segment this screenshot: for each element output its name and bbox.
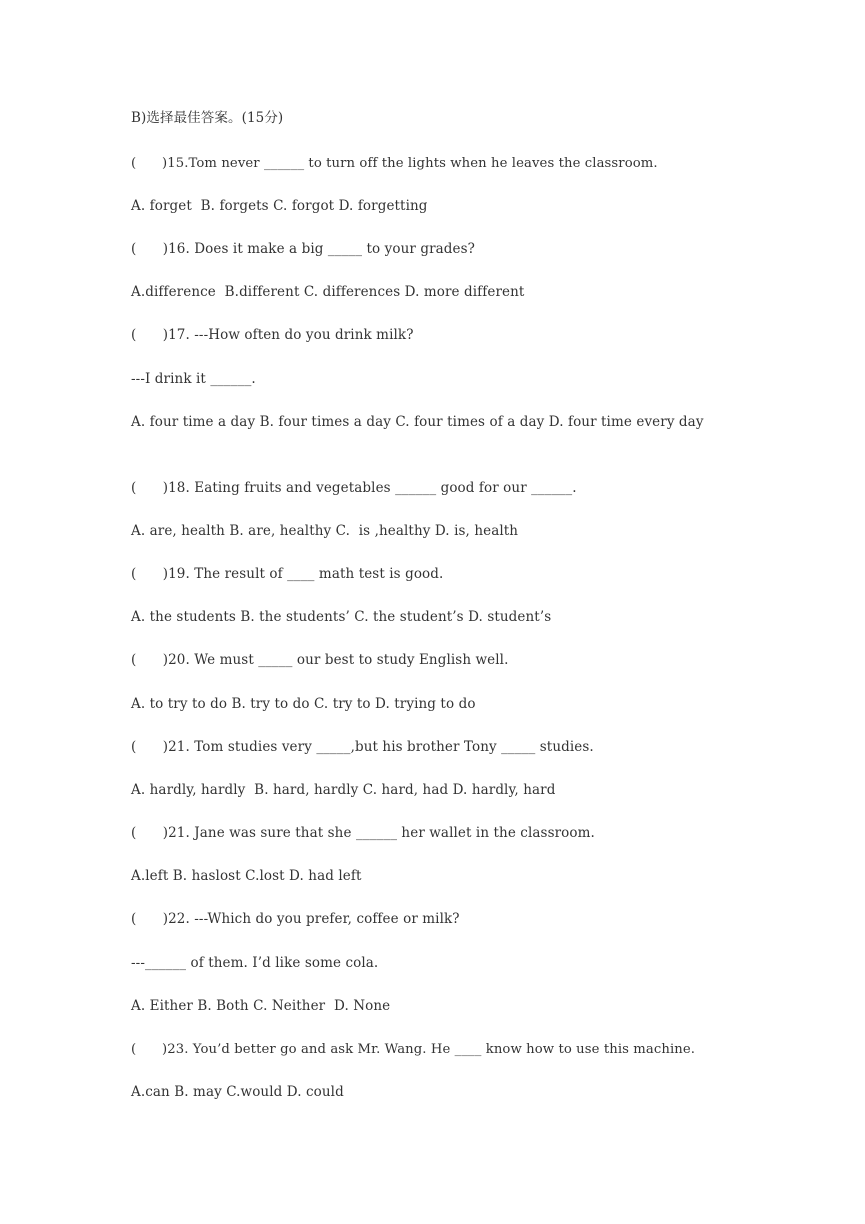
question-19: ( )19. The result of ____ math test is good.	[131, 566, 444, 582]
question-18: ( )18. Eating fruits and vegetables ______ good for our ______.	[131, 480, 577, 496]
question-16: ( )16. Does it make a big _____ to your grades?	[131, 241, 475, 257]
options-18: A. are, health B. are, healthy C. is ,healthy D. is, health	[131, 523, 519, 539]
options-19: A. the students B. the students’ C. the student’s D. student’s	[131, 609, 552, 625]
options-17: A. four time a day B. four times a day C. four times of a day D. four time every day	[131, 414, 704, 430]
answer-22: ---______ of them. I’d like some cola.	[131, 955, 379, 971]
question-17: ( )17. ---How often do you drink milk?	[131, 327, 414, 343]
options-21a: A. hardly, hardly B. hard, hardly C. hard, had D. hardly, hard	[131, 782, 556, 798]
options-23: A.can B. may C.would D. could	[131, 1084, 344, 1100]
question-15: ( )15.Tom never ______ to turn off the lights when he leaves the classroom.	[131, 156, 658, 171]
question-23: ( )23. You’d better go and ask Mr. Wang. He ____ know how to use this machine.	[131, 1042, 696, 1057]
options-15: A. forget B. forgets C. forgot D. forgetting	[131, 198, 428, 214]
options-22: A. Either B. Both C. Neither D. None	[131, 998, 391, 1014]
options-16: A.difference B.different C. differences D. more different	[131, 284, 525, 300]
question-20: ( )20. We must _____ our best to study English well.	[131, 652, 509, 668]
answer-17: ---I drink it ______.	[131, 371, 256, 387]
question-21b: ( )21. Jane was sure that she ______ her wallet in the classroom.	[131, 825, 595, 841]
question-22: ( )22. ---Which do you prefer, coffee or milk?	[131, 911, 460, 927]
question-21a: ( )21. Tom studies very _____,but his brother Tony _____ studies.	[131, 739, 594, 755]
section-title: B)选择最佳答案。(15分)	[131, 110, 284, 126]
options-20: A. to try to do B. try to do C. try to D. trying to do	[131, 696, 476, 712]
options-21b: A.left B. haslost C.lost D. had left	[131, 868, 362, 884]
